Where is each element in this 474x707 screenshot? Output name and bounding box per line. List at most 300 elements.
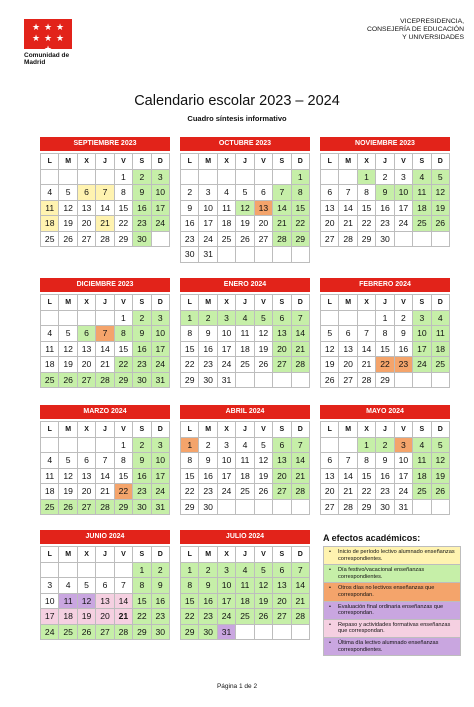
day-cell: 10	[218, 578, 236, 594]
day-cell: 7	[292, 311, 310, 327]
weekday-header: S	[413, 295, 431, 311]
day-cell: 28	[339, 232, 357, 248]
month-calendar	[320, 405, 450, 515]
day-cell: 12	[236, 201, 254, 217]
weekday-header: X	[218, 154, 236, 170]
day-cell: 1	[181, 438, 199, 454]
day-cell: 24	[413, 357, 431, 373]
empty-cell	[59, 170, 77, 186]
weekday-header: X	[78, 154, 96, 170]
day-cell: 16	[133, 469, 151, 485]
day-cell: 13	[321, 201, 339, 217]
day-cell: 25	[413, 484, 431, 500]
month-calendar	[320, 278, 450, 388]
day-cell: 16	[395, 342, 413, 358]
month-calendar	[180, 405, 310, 515]
day-cell: 3	[41, 578, 59, 594]
day-cell: 22	[115, 484, 133, 500]
day-cell: 5	[59, 326, 77, 342]
day-cell: 16	[181, 216, 199, 232]
day-cell: 28	[273, 232, 291, 248]
day-cell: 10	[395, 185, 413, 201]
day-cell: 6	[273, 563, 291, 579]
day-cell: 30	[376, 500, 394, 516]
day-cell: 20	[96, 609, 114, 625]
empty-cell	[78, 563, 96, 579]
day-cell: 5	[255, 311, 273, 327]
weekday-header: S	[273, 295, 291, 311]
month-days	[320, 421, 450, 515]
weekday-header: J	[96, 547, 114, 563]
empty-cell	[292, 373, 310, 389]
day-cell: 21	[339, 216, 357, 232]
day-cell: 4	[41, 326, 59, 342]
day-cell: 14	[292, 326, 310, 342]
day-cell: 9	[199, 326, 217, 342]
legend-text: Repaso y actividades formativas enseñanzas que correspondan.	[338, 621, 451, 635]
day-cell: 20	[339, 357, 357, 373]
weekday-header: V	[395, 422, 413, 438]
day-cell: 21	[292, 594, 310, 610]
day-cell: 17	[152, 342, 170, 358]
day-cell: 4	[41, 185, 59, 201]
day-cell: 2	[133, 170, 151, 186]
empty-cell	[339, 311, 357, 327]
day-cell: 9	[395, 326, 413, 342]
weekday-header: M	[199, 547, 217, 563]
day-cell: 10	[152, 185, 170, 201]
day-cell: 17	[152, 469, 170, 485]
weekday-header: D	[152, 547, 170, 563]
day-cell: 10	[413, 326, 431, 342]
weekday-header: X	[218, 547, 236, 563]
day-cell: 4	[432, 311, 450, 327]
bullet-icon: •	[329, 639, 331, 646]
day-cell: 11	[59, 594, 77, 610]
day-cell: 19	[78, 609, 96, 625]
day-cell: 17	[413, 342, 431, 358]
day-cell: 26	[255, 484, 273, 500]
empty-cell	[273, 500, 291, 516]
bullet-icon: •	[329, 621, 331, 628]
weekday-header: L	[181, 295, 199, 311]
month-calendar	[40, 405, 170, 515]
legend-item	[323, 638, 461, 656]
month-calendar	[40, 137, 170, 247]
day-cell: 20	[273, 594, 291, 610]
empty-cell	[96, 311, 114, 327]
day-cell: 25	[41, 373, 59, 389]
empty-cell	[236, 247, 254, 263]
day-cell: 11	[236, 326, 254, 342]
day-cell: 19	[59, 484, 77, 500]
day-cell: 24	[218, 484, 236, 500]
legend-item	[323, 565, 461, 583]
weekday-header: M	[59, 154, 77, 170]
weekday-header: L	[181, 547, 199, 563]
day-cell: 4	[59, 578, 77, 594]
day-cell: 19	[236, 216, 254, 232]
day-cell: 1	[133, 563, 151, 579]
day-cell: 9	[376, 453, 394, 469]
legend-item	[323, 620, 461, 638]
day-cell: 22	[133, 609, 151, 625]
day-cell: 2	[152, 563, 170, 579]
weekday-header: M	[59, 422, 77, 438]
weekday-header: J	[376, 422, 394, 438]
day-cell: 20	[78, 357, 96, 373]
day-cell: 8	[181, 453, 199, 469]
day-cell: 12	[432, 185, 450, 201]
weekday-header: L	[321, 422, 339, 438]
empty-cell	[273, 170, 291, 186]
day-cell: 9	[133, 185, 151, 201]
month-calendar	[180, 278, 310, 388]
day-cell: 23	[133, 484, 151, 500]
day-cell: 21	[115, 609, 133, 625]
day-cell: 13	[273, 326, 291, 342]
weekday-header: V	[255, 547, 273, 563]
day-cell: 26	[236, 232, 254, 248]
empty-cell	[432, 373, 450, 389]
day-cell: 29	[358, 500, 376, 516]
day-cell: 15	[115, 469, 133, 485]
empty-cell	[41, 311, 59, 327]
empty-cell	[218, 247, 236, 263]
weekday-header: L	[321, 295, 339, 311]
day-cell: 29	[376, 373, 394, 389]
logo	[24, 19, 72, 66]
day-cell: 29	[115, 232, 133, 248]
day-cell: 24	[152, 216, 170, 232]
weekday-header: M	[59, 295, 77, 311]
empty-cell	[41, 438, 59, 454]
empty-cell	[413, 373, 431, 389]
bullet-icon: •	[329, 585, 331, 592]
day-cell: 10	[152, 453, 170, 469]
weekday-header: S	[273, 422, 291, 438]
day-cell: 6	[321, 185, 339, 201]
month-days	[180, 294, 310, 388]
weekday-header: S	[413, 154, 431, 170]
day-cell: 26	[321, 373, 339, 389]
day-cell: 19	[432, 469, 450, 485]
day-cell: 8	[358, 453, 376, 469]
day-cell: 27	[96, 625, 114, 641]
weekday-header: V	[115, 295, 133, 311]
day-cell: 19	[255, 594, 273, 610]
day-cell: 13	[78, 201, 96, 217]
day-cell: 16	[199, 594, 217, 610]
day-cell: 1	[115, 311, 133, 327]
day-cell: 29	[115, 373, 133, 389]
day-cell: 8	[376, 326, 394, 342]
bullet-icon: •	[329, 567, 331, 574]
weekday-header: S	[273, 154, 291, 170]
month-days	[40, 294, 170, 388]
day-cell: 24	[395, 216, 413, 232]
day-cell: 23	[152, 609, 170, 625]
day-cell: 21	[273, 216, 291, 232]
day-cell: 24	[152, 357, 170, 373]
month-title: JUNIO 2024	[40, 530, 170, 544]
weekday-header: S	[133, 547, 151, 563]
weekday-header: V	[115, 154, 133, 170]
day-cell: 19	[255, 469, 273, 485]
weekday-header: V	[255, 154, 273, 170]
day-cell: 1	[358, 438, 376, 454]
weekday-header: J	[96, 422, 114, 438]
logo-text: Comunidad de Madrid	[24, 52, 70, 66]
day-cell: 28	[358, 373, 376, 389]
day-cell: 31	[218, 373, 236, 389]
day-cell: 15	[181, 342, 199, 358]
empty-cell	[236, 170, 254, 186]
day-cell: 27	[321, 232, 339, 248]
legend-item	[323, 583, 461, 601]
weekday-header: X	[78, 422, 96, 438]
empty-cell	[339, 438, 357, 454]
day-cell: 10	[218, 453, 236, 469]
day-cell: 7	[339, 185, 357, 201]
day-cell: 5	[255, 563, 273, 579]
day-cell: 15	[358, 469, 376, 485]
empty-cell	[218, 500, 236, 516]
day-cell: 18	[413, 469, 431, 485]
day-cell: 22	[115, 216, 133, 232]
day-cell: 5	[255, 438, 273, 454]
day-cell: 6	[255, 185, 273, 201]
empty-cell	[358, 311, 376, 327]
day-cell: 23	[376, 216, 394, 232]
day-cell: 21	[96, 484, 114, 500]
day-cell: 31	[152, 500, 170, 516]
day-cell: 25	[218, 232, 236, 248]
empty-cell	[236, 500, 254, 516]
day-cell: 14	[339, 201, 357, 217]
day-cell: 29	[181, 373, 199, 389]
legend-text: Última día lectivo alumnado enseñanzas correspondientes.	[338, 639, 439, 653]
day-cell: 31	[152, 373, 170, 389]
day-cell: 29	[181, 500, 199, 516]
month-calendar	[40, 530, 170, 640]
day-cell: 19	[255, 342, 273, 358]
day-cell: 7	[96, 185, 114, 201]
day-cell: 16	[376, 469, 394, 485]
day-cell: 1	[115, 438, 133, 454]
day-cell: 2	[133, 438, 151, 454]
day-cell: 29	[133, 625, 151, 641]
day-cell: 25	[236, 609, 254, 625]
empty-cell	[199, 170, 217, 186]
day-cell: 24	[152, 484, 170, 500]
day-cell: 8	[181, 578, 199, 594]
weekday-header: J	[236, 547, 254, 563]
day-cell: 16	[199, 342, 217, 358]
day-cell: 18	[218, 216, 236, 232]
day-cell: 1	[181, 311, 199, 327]
empty-cell	[255, 625, 273, 641]
day-cell: 23	[199, 609, 217, 625]
day-cell: 29	[115, 500, 133, 516]
weekday-header: X	[358, 295, 376, 311]
day-cell: 25	[236, 357, 254, 373]
day-cell: 11	[236, 453, 254, 469]
vice-line: Y UNIVERSIDADES	[402, 34, 464, 42]
month-title: JULIO 2024	[180, 530, 310, 544]
day-cell: 6	[78, 453, 96, 469]
weekday-header: S	[273, 547, 291, 563]
day-cell: 20	[255, 216, 273, 232]
weekday-header: V	[255, 422, 273, 438]
day-cell: 23	[395, 357, 413, 373]
empty-cell	[413, 500, 431, 516]
weekday-header: S	[133, 422, 151, 438]
legend-text: Inicio de período lectivo alumnado enseñanzas correspondientes.	[338, 549, 455, 562]
day-cell: 23	[199, 484, 217, 500]
day-cell: 9	[133, 326, 151, 342]
month-title: DICIEMBRE 2023	[40, 278, 170, 292]
day-cell: 1	[358, 170, 376, 186]
day-cell: 12	[255, 326, 273, 342]
day-cell: 22	[376, 357, 394, 373]
day-cell: 6	[273, 438, 291, 454]
day-cell: 26	[432, 216, 450, 232]
day-cell: 29	[358, 232, 376, 248]
day-cell: 11	[236, 578, 254, 594]
day-cell: 18	[413, 201, 431, 217]
day-cell: 7	[292, 563, 310, 579]
day-cell: 11	[41, 469, 59, 485]
day-cell: 22	[292, 216, 310, 232]
day-cell: 13	[96, 594, 114, 610]
day-cell: 14	[273, 201, 291, 217]
day-cell: 6	[321, 453, 339, 469]
day-cell: 14	[96, 469, 114, 485]
day-cell: 10	[152, 326, 170, 342]
month-title: ENERO 2024	[180, 278, 310, 292]
day-cell: 20	[273, 342, 291, 358]
legend-item	[323, 602, 461, 620]
legend-item	[323, 546, 461, 565]
day-cell: 1	[376, 311, 394, 327]
empty-cell	[78, 311, 96, 327]
empty-cell	[255, 170, 273, 186]
day-cell: 13	[273, 578, 291, 594]
weekday-header: D	[292, 154, 310, 170]
day-cell: 24	[218, 357, 236, 373]
weekday-header: X	[358, 154, 376, 170]
legend-text: Día festivo/vacacional enseñanzas correspondientes.	[338, 567, 425, 580]
day-cell: 3	[218, 438, 236, 454]
weekday-header: D	[152, 295, 170, 311]
month-days	[320, 153, 450, 247]
day-cell: 14	[358, 342, 376, 358]
day-cell: 28	[292, 609, 310, 625]
legend	[323, 533, 461, 656]
weekday-header: V	[115, 422, 133, 438]
day-cell: 3	[152, 311, 170, 327]
day-cell: 27	[78, 232, 96, 248]
flag-icon: ★ ★ ★ ★ ★ ★ ★	[24, 19, 72, 49]
day-cell: 17	[395, 469, 413, 485]
vice-line: CONSEJERÍA DE EDUCACIÓN	[366, 26, 464, 34]
day-cell: 28	[292, 357, 310, 373]
day-cell: 7	[292, 438, 310, 454]
day-cell: 15	[115, 342, 133, 358]
day-cell: 23	[181, 232, 199, 248]
day-cell: 18	[41, 484, 59, 500]
day-cell: 26	[255, 609, 273, 625]
weekday-header: X	[78, 295, 96, 311]
day-cell: 8	[115, 453, 133, 469]
day-cell: 18	[236, 469, 254, 485]
day-cell: 18	[432, 342, 450, 358]
weekday-header: D	[432, 154, 450, 170]
month-calendar	[320, 137, 450, 247]
weekday-header: J	[96, 295, 114, 311]
day-cell: 7	[115, 578, 133, 594]
day-cell: 27	[273, 609, 291, 625]
day-cell: 24	[395, 484, 413, 500]
day-cell: 14	[339, 469, 357, 485]
day-cell: 2	[199, 438, 217, 454]
day-cell: 11	[41, 201, 59, 217]
day-cell: 2	[376, 438, 394, 454]
day-cell: 25	[236, 484, 254, 500]
day-cell: 23	[376, 484, 394, 500]
day-cell: 30	[376, 232, 394, 248]
weekday-header: D	[432, 422, 450, 438]
day-cell: 22	[181, 357, 199, 373]
day-cell: 26	[432, 484, 450, 500]
day-cell: 10	[199, 201, 217, 217]
day-cell: 9	[152, 578, 170, 594]
empty-cell	[59, 311, 77, 327]
day-cell: 13	[321, 469, 339, 485]
weekday-header: D	[292, 422, 310, 438]
day-cell: 7	[273, 185, 291, 201]
month-title: MARZO 2024	[40, 405, 170, 419]
day-cell: 5	[59, 185, 77, 201]
day-cell: 10	[395, 453, 413, 469]
empty-cell	[236, 373, 254, 389]
day-cell: 30	[133, 232, 151, 248]
day-cell: 15	[376, 342, 394, 358]
day-cell: 2	[376, 170, 394, 186]
day-cell: 18	[41, 357, 59, 373]
day-cell: 1	[292, 170, 310, 186]
day-cell: 5	[59, 453, 77, 469]
month-title: SEPTIEMBRE 2023	[40, 137, 170, 151]
day-cell: 12	[59, 469, 77, 485]
weekday-header: V	[395, 295, 413, 311]
day-cell: 23	[133, 357, 151, 373]
day-cell: 26	[255, 357, 273, 373]
day-cell: 14	[292, 453, 310, 469]
empty-cell	[321, 438, 339, 454]
day-cell: 15	[133, 594, 151, 610]
day-cell: 15	[292, 201, 310, 217]
day-cell: 27	[78, 500, 96, 516]
day-cell: 16	[376, 201, 394, 217]
weekday-header: D	[152, 422, 170, 438]
empty-cell	[292, 247, 310, 263]
day-cell: 30	[199, 373, 217, 389]
day-cell: 5	[432, 438, 450, 454]
day-cell: 2	[199, 563, 217, 579]
day-cell: 10	[218, 326, 236, 342]
